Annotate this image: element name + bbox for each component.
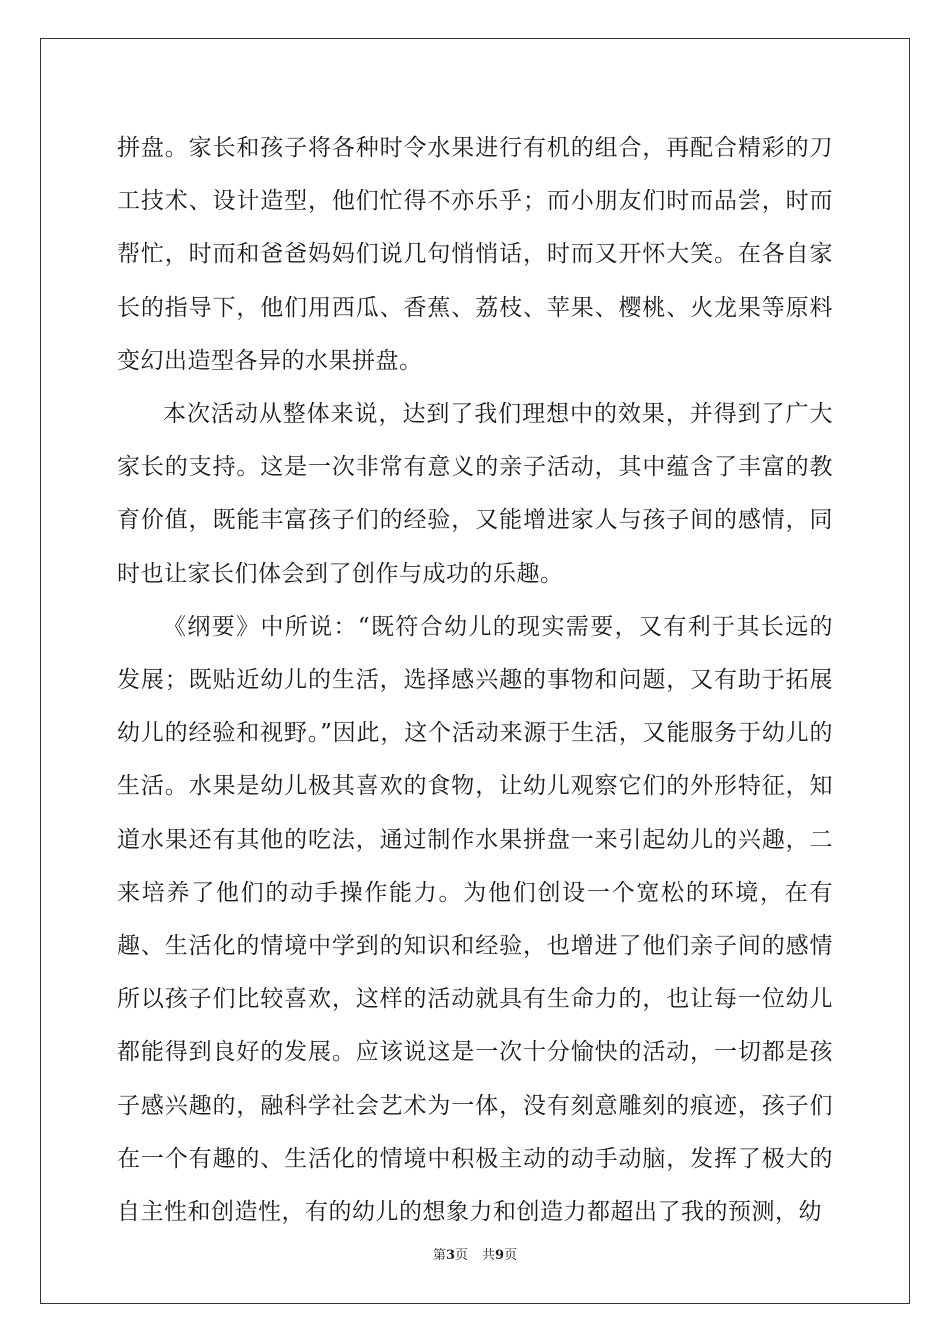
current-page-number: 3: [445, 1248, 455, 1263]
document-body: [117, 122, 833, 1239]
paragraph-3: 《纲要》中所说：“既符合幼儿的现实需要，又有利于其长远的发展；既贴近幼儿的生活，选择感兴趣的事物和问题，又有助于拓展幼儿的经验和视野。”因此，这个活动来源于生活，又能服务于幼儿的生活。水果是幼儿极其喜欢的食物，让幼儿观察它们的外形特征，知道水果还有其他的吃法，通过制作水果拼盘一来引起幼儿的兴趣，二来培养了他们的动手操作能力。为他们创设一个宽松的环境，在有趣、生活化的情境中学到的知识和经验，也增进了他们亲子间的感情所以孩子们比较喜欢，这样的活动就具有生命力的，也让每一位幼儿都能得到良好的发展。应该说这是一次十分愉快的活动，一切都是孩子感兴趣的，融科学社会艺术为一体，没有刻意雕刻的痕迹，孩子们在一个有趣的、生活化的情境中积极主动的动手动脑，发挥了极大的自主性和创造性，有的幼儿的想象力和创造力都超出了我的预测，幼: [117, 613, 833, 1226]
page-prefix: 第: [432, 1248, 446, 1263]
total-prefix: 共: [482, 1248, 496, 1263]
paragraph-1: 拼盘。家长和孩子将各种时令水果进行有机的组合，再配合精彩的刀工技术、设计造型，他们忙得不亦乐乎；而小朋友们时而品尝，时而帮忙，时而和爸爸妈妈们说几句悄悄话，时而又开怀大笑。在各自家长的指导下，他们用西瓜、香蕉、荔枝、苹果、樱桃、火龙果等原料变幻出造型各异的水果拼盘。: [117, 135, 833, 374]
page-suffix: 页: [454, 1248, 468, 1263]
paragraph-2: 本次活动从整体来说，达到了我们理想中的效果，并得到了广大家长的支持。这是一次非常有意义的亲子活动，其中蕴含了丰富的教育价值，既能丰富孩子们的经验，又能增进家人与孩子间的感情，同时也让家长们体会到了创作与成功的乐趣。: [117, 401, 833, 587]
total-page-number: 9: [495, 1248, 505, 1263]
page-footer: [0, 1244, 950, 1263]
total-suffix: 页: [504, 1248, 518, 1263]
